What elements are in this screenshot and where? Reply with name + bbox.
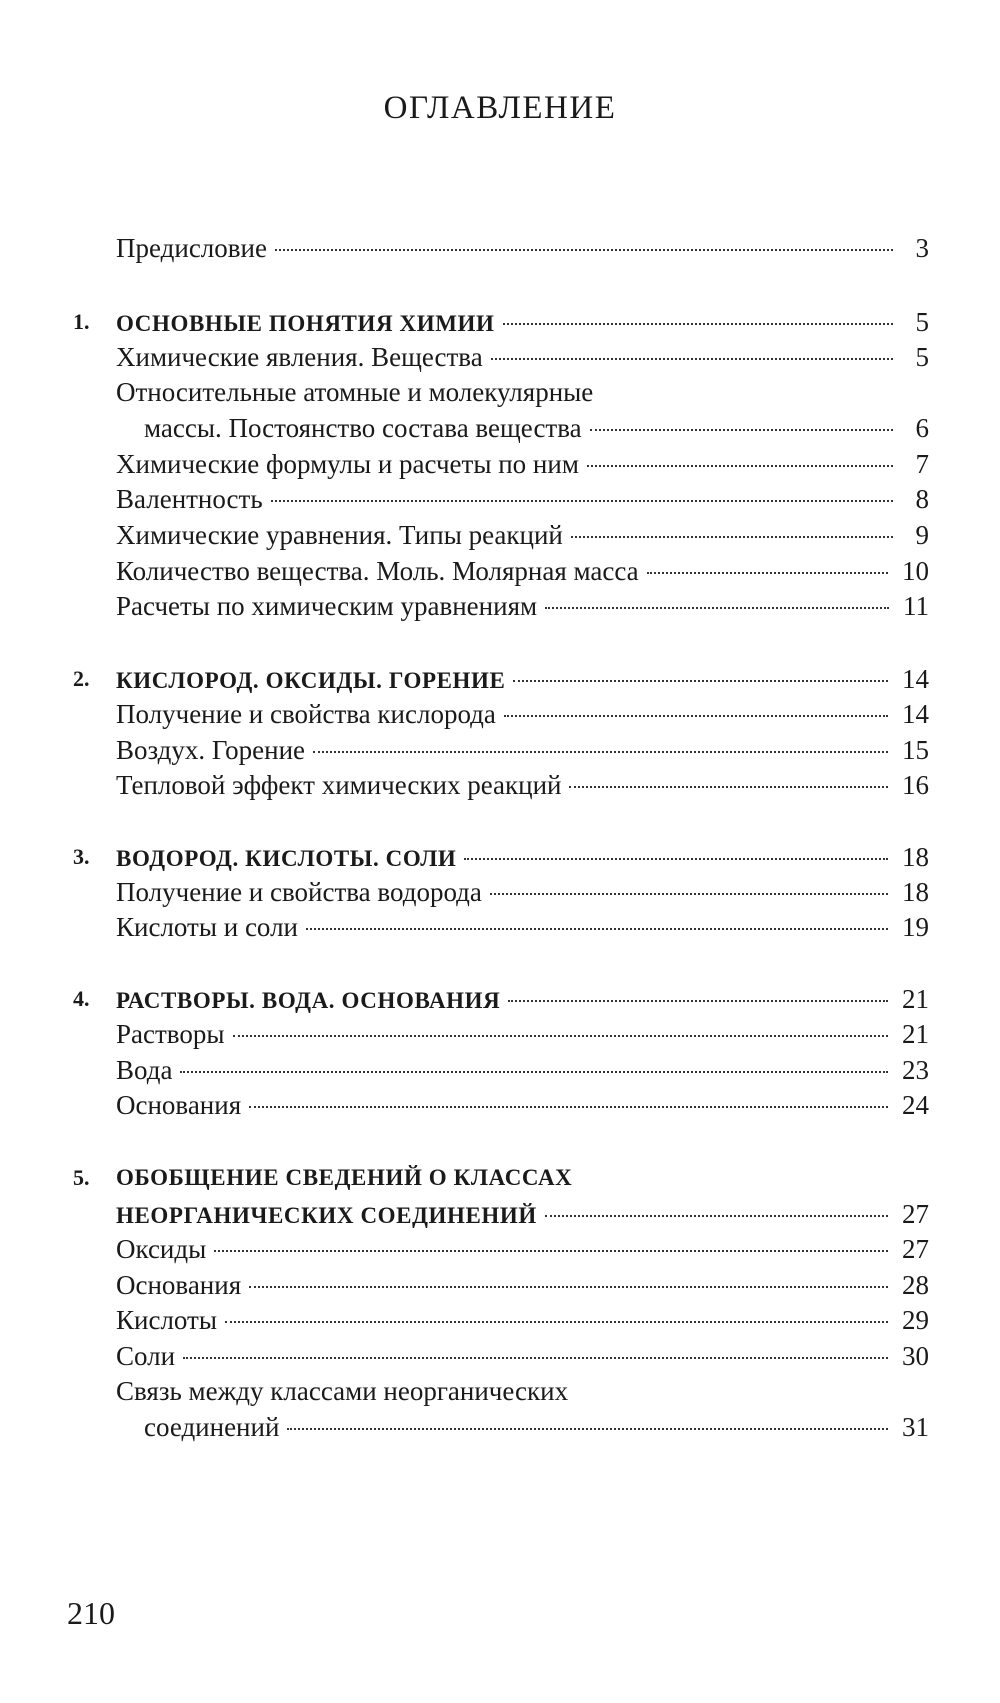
dot-leader (313, 751, 888, 753)
toc-page-number: 16 (902, 770, 929, 800)
toc-page-number: 31 (902, 1412, 929, 1442)
toc-entry[interactable] (116, 1050, 929, 1090)
chapter-title: ОБОБЩЕНИЕ СВЕДЕНИЙ О КЛАССАХ (116, 1165, 573, 1190)
chapter-title: ОСНОВНЫЕ ПОНЯТИЯ ХИМИИ (116, 311, 495, 336)
toc-page-number: 3 (915, 233, 929, 263)
page-title: ОГЛАВЛЕНИЕ (383, 90, 617, 126)
dot-leader (214, 1250, 888, 1252)
toc-entry-label: Расчеты по химическим уравнениям (116, 591, 538, 621)
dot-leader (249, 1106, 888, 1108)
toc-entry-label: Относительные атомные и молекулярные (116, 377, 594, 407)
toc-chapter-5-line1[interactable] (73, 1158, 929, 1198)
toc-page-number: 27 (902, 1199, 929, 1229)
chapter-number: 1. (73, 309, 90, 334)
toc-page-number: 14 (902, 699, 929, 729)
dot-leader (569, 786, 888, 788)
chapter-number: 4. (73, 986, 90, 1011)
toc-page-number: 21 (902, 984, 929, 1014)
chapter-number: 5. (73, 1165, 90, 1190)
toc-entry[interactable] (116, 515, 929, 555)
toc-page-number: 6 (915, 413, 929, 443)
toc-entry-label: Основания (116, 1270, 242, 1300)
toc-chapter-2[interactable] (73, 659, 929, 699)
dot-leader (508, 1000, 888, 1002)
toc-page-number: 9 (915, 520, 929, 550)
dot-leader (249, 1286, 888, 1288)
dot-leader (590, 429, 893, 431)
toc-entry-label: Кислоты и соли (116, 912, 298, 942)
chapter-title: НЕОРГАНИЧЕСКИХ СОЕДИНЕНИЙ (116, 1203, 537, 1228)
chapter-title: ВОДОРОД. КИСЛОТЫ. СОЛИ (116, 846, 457, 871)
chapter-title: КИСЛОРОД. ОКСИДЫ. ГОРЕНИЕ (116, 668, 506, 693)
toc-page-number: 29 (902, 1305, 929, 1335)
toc-page-number: 15 (902, 735, 929, 765)
toc-entry-line1[interactable] (116, 372, 929, 412)
toc-page-number: 21 (902, 1019, 929, 1049)
chapter-title: РАСТВОРЫ. ВОДА. ОСНОВАНИЯ (116, 988, 501, 1013)
toc-entry[interactable] (116, 444, 929, 484)
toc-page-number: 27 (902, 1234, 929, 1264)
toc-page-number: 11 (903, 591, 929, 621)
toc-entry[interactable] (116, 1014, 929, 1054)
dot-leader (647, 572, 888, 574)
toc-page-number: 14 (902, 664, 929, 694)
chapter-number: 2. (73, 666, 90, 691)
toc-entry-label: Оксиды (116, 1234, 207, 1264)
toc-chapter-5-line2[interactable] (116, 1194, 929, 1234)
toc-entry[interactable] (116, 907, 929, 947)
dot-leader (271, 500, 893, 502)
toc-entry[interactable] (116, 730, 929, 770)
toc-page-number: 7 (915, 449, 929, 479)
toc-entry-preface[interactable] (116, 228, 929, 268)
toc-page-number: 24 (902, 1090, 929, 1120)
toc-entry-label: Растворы (116, 1019, 225, 1049)
dot-leader (491, 358, 893, 360)
toc-entry-label: Получение и свойства кислорода (116, 699, 496, 729)
toc-entry[interactable] (116, 765, 929, 805)
toc-entry[interactable] (116, 337, 929, 377)
toc-entry[interactable] (116, 872, 929, 912)
toc-page-number: 10 (902, 556, 929, 586)
dot-leader (180, 1071, 888, 1073)
toc-entry-label: соединений (144, 1412, 280, 1442)
dot-leader (183, 1357, 888, 1359)
toc-entry-line2[interactable] (144, 408, 929, 448)
toc-page-number: 18 (902, 877, 929, 907)
toc-entry[interactable] (116, 1300, 929, 1340)
dot-leader (571, 536, 893, 538)
toc-entry[interactable] (116, 694, 929, 734)
toc-page-number: 19 (902, 912, 929, 942)
toc-entry[interactable] (116, 551, 929, 591)
dot-leader (545, 1215, 888, 1217)
dot-leader (513, 680, 888, 682)
toc-entry-line2[interactable] (144, 1407, 929, 1447)
toc-entry-label: Предисловие (116, 233, 267, 263)
toc-chapter-1[interactable] (73, 302, 929, 342)
toc-entry[interactable] (116, 1085, 929, 1125)
dot-leader (587, 465, 893, 467)
chapter-number: 3. (73, 844, 90, 869)
toc-entry-label: Связь между классами неорганических (116, 1376, 569, 1406)
toc-entry-label: Тепловой эффект химических реакций (116, 770, 562, 800)
toc-entry-label: Получение и свойства водорода (116, 877, 482, 907)
toc-entry-label: Кислоты (116, 1305, 217, 1335)
toc-page-number: 5 (915, 307, 929, 337)
dot-leader (275, 249, 893, 251)
toc-chapter-4[interactable] (73, 979, 929, 1019)
toc-chapter-3[interactable] (73, 837, 929, 877)
toc-entry-label: Вода (116, 1055, 173, 1085)
dot-leader (287, 1428, 888, 1430)
toc-page-number: 28 (902, 1270, 929, 1300)
toc-entry[interactable] (116, 586, 929, 626)
toc-entry-label: Воздух. Горение (116, 735, 306, 765)
toc-entry-label: Валентность (116, 484, 263, 514)
dot-leader (225, 1321, 888, 1323)
page-number: 210 (67, 1595, 115, 1631)
dot-leader (503, 323, 893, 325)
dot-leader (464, 858, 888, 860)
toc-page-number: 18 (902, 842, 929, 872)
toc-entry-label: Химические явления. Вещества (116, 342, 483, 372)
dot-leader (504, 715, 888, 717)
toc-entry[interactable] (116, 1229, 929, 1269)
toc-page-number: 30 (902, 1341, 929, 1371)
toc-entry[interactable] (116, 1265, 929, 1305)
toc-page-number: 8 (915, 484, 929, 514)
dot-leader (545, 607, 889, 609)
toc-entry[interactable] (116, 1336, 929, 1376)
toc-page-number: 23 (902, 1055, 929, 1085)
toc-entry-label: Соли (116, 1341, 176, 1371)
toc-page-number: 5 (915, 342, 929, 372)
toc-entry-line1[interactable] (116, 1371, 929, 1411)
toc-entry-label: Количество вещества. Моль. Молярная масса (116, 556, 639, 586)
toc-entry-label: Химические уравнения. Типы реакций (116, 520, 563, 550)
dot-leader (490, 893, 888, 895)
toc-entry-label: Химические формулы и расчеты по ним (116, 449, 579, 479)
dot-leader (233, 1035, 889, 1037)
dot-leader (306, 928, 888, 930)
toc-entry-label: массы. Постоянство состава вещества (144, 413, 582, 443)
toc-entry[interactable] (116, 479, 929, 519)
toc-entry-label: Основания (116, 1090, 242, 1120)
